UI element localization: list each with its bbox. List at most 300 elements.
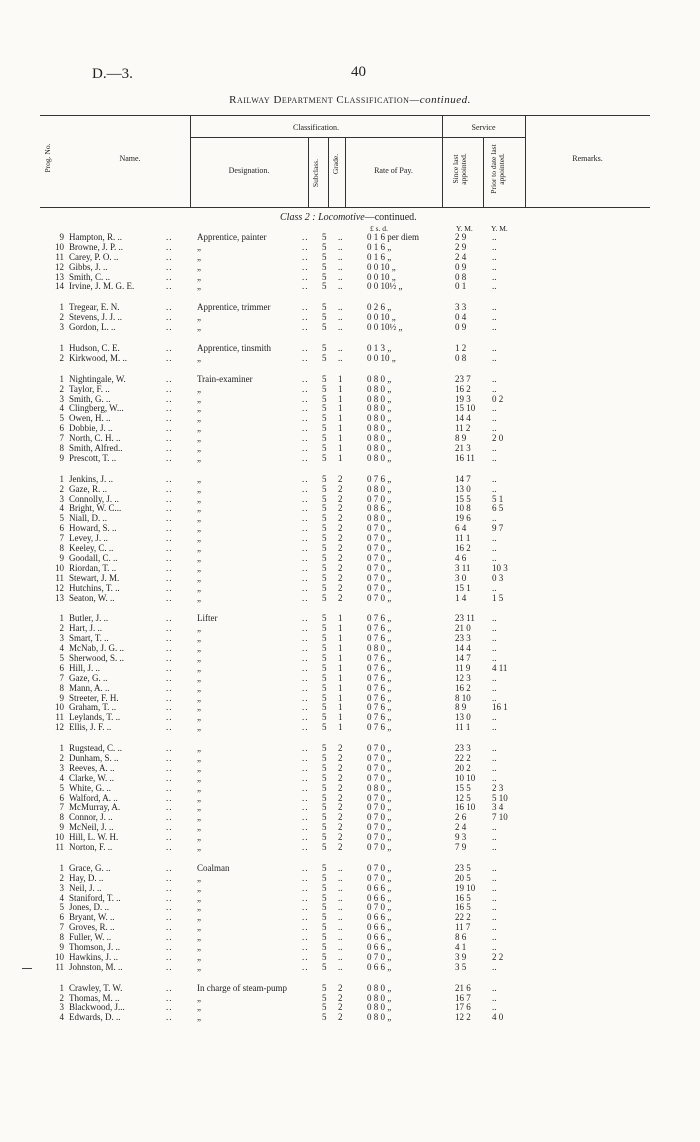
rate-of-pay-cell: 0 0 10 „ bbox=[367, 271, 396, 282]
designation-cell: „ bbox=[197, 413, 201, 424]
grade-cell: 2 bbox=[338, 562, 343, 573]
name-cell: Mann, A. .. bbox=[69, 682, 110, 693]
service-prior-cell: .. bbox=[492, 302, 497, 313]
grade-cell: .. bbox=[338, 922, 343, 933]
table-row bbox=[0, 874, 700, 884]
rate-of-pay-cell: 0 1 6 per diem bbox=[367, 232, 419, 242]
prog-no-cell: 1 bbox=[59, 373, 64, 384]
leader-dots: .. bbox=[302, 822, 309, 833]
service-prior-cell: .. bbox=[492, 992, 497, 1003]
subclass-cell: 5 bbox=[322, 241, 327, 252]
service-prior-cell: .. bbox=[492, 582, 497, 593]
rate-of-pay-cell: 0 7 0 „ bbox=[367, 832, 392, 843]
service-prior-cell: 2 0 bbox=[492, 433, 504, 444]
service-since-cell: 15 10 bbox=[455, 403, 476, 414]
subclass-cell: 5 bbox=[322, 232, 327, 242]
header-rule bbox=[308, 137, 309, 207]
leader-dots: .. bbox=[166, 792, 173, 803]
service-since-cell: 23 3 bbox=[455, 633, 471, 644]
name-cell: Jones, D. .. bbox=[69, 902, 109, 913]
leader-dots: .. bbox=[166, 892, 173, 903]
name-cell: Gibbs, J. .. bbox=[69, 261, 108, 272]
designation-cell: „ bbox=[197, 902, 201, 913]
subclass-cell: 5 bbox=[322, 403, 327, 414]
service-since-cell: 16 5 bbox=[455, 892, 471, 903]
service-since-cell: 0 4 bbox=[455, 312, 467, 323]
service-since-cell: 11 2 bbox=[455, 423, 471, 434]
service-prior-cell: .. bbox=[492, 232, 497, 242]
designation-cell: „ bbox=[197, 892, 201, 903]
service-prior-cell: .. bbox=[492, 892, 497, 903]
rate-of-pay-cell: 0 8 0 „ bbox=[367, 423, 392, 434]
designation-cell: „ bbox=[197, 743, 201, 754]
grade-cell: 2 bbox=[338, 812, 343, 823]
leader-dots: .. bbox=[302, 762, 309, 773]
designation-cell: „ bbox=[197, 772, 201, 783]
page-number: 40 bbox=[351, 64, 366, 80]
subclass-cell: 5 bbox=[322, 862, 327, 873]
leader-dots: .. bbox=[166, 782, 173, 793]
service-since-cell: 2 9 bbox=[455, 241, 467, 252]
table-row bbox=[0, 354, 700, 364]
name-cell: North, C. H. .. bbox=[69, 433, 121, 444]
service-since-cell: 3 11 bbox=[455, 562, 471, 573]
rate-of-pay-cell: 0 7 6 „ bbox=[367, 702, 392, 713]
rate-of-pay-cell: 0 7 6 „ bbox=[367, 712, 392, 723]
rate-of-pay-cell: 0 1 3 „ bbox=[367, 343, 392, 354]
name-cell: Seaton, W. .. bbox=[69, 592, 115, 603]
subclass-cell: 5 bbox=[322, 552, 327, 563]
prog-no-cell: 6 bbox=[59, 912, 64, 923]
service-prior-cell: .. bbox=[492, 772, 497, 783]
table-row bbox=[0, 594, 700, 604]
name-cell: Gaze, R. .. bbox=[69, 483, 107, 494]
name-cell: White, G. .. bbox=[69, 782, 111, 793]
grade-cell: 1 bbox=[338, 623, 343, 634]
service-prior-cell: .. bbox=[492, 483, 497, 494]
grade-cell: 2 bbox=[338, 582, 343, 593]
leader-dots: .. bbox=[166, 722, 173, 733]
rate-of-pay-cell: 0 1 6 „ bbox=[367, 241, 392, 252]
prog-no-cell: 11 bbox=[55, 961, 64, 972]
service-since-cell: 16 5 bbox=[455, 902, 471, 913]
prog-no-cell: 6 bbox=[59, 523, 64, 534]
prog-no-cell: 9 bbox=[59, 692, 64, 703]
prog-no-cell: 1 bbox=[59, 343, 64, 354]
prog-no-cell: 2 bbox=[59, 752, 64, 763]
prog-no-cell: 10 bbox=[55, 702, 64, 713]
subclass-cell: 5 bbox=[322, 623, 327, 634]
service-prior-cell: .. bbox=[492, 473, 497, 484]
name-cell: Smith, C. .. bbox=[69, 271, 111, 282]
prog-no-cell: 10 bbox=[55, 951, 64, 962]
rate-of-pay-cell: 0 8 0 „ bbox=[367, 373, 392, 384]
rate-of-pay-cell: 0 8 0 „ bbox=[367, 782, 392, 793]
grade-cell: .. bbox=[338, 343, 343, 354]
rate-of-pay-cell: 0 7 6 „ bbox=[367, 662, 392, 673]
prog-no-cell: 3 bbox=[59, 493, 64, 504]
name-cell: Prescott, T. .. bbox=[69, 452, 117, 463]
designation-cell: „ bbox=[197, 322, 201, 333]
grade-cell: 2 bbox=[338, 493, 343, 504]
leader-dots: .. bbox=[166, 312, 173, 323]
service-since-cell: 16 11 bbox=[455, 452, 475, 463]
rate-of-pay-cell: 0 0 10 „ bbox=[367, 312, 396, 323]
service-prior-cell: .. bbox=[492, 722, 497, 733]
leader-dots: .. bbox=[302, 423, 309, 434]
service-prior-cell: .. bbox=[492, 932, 497, 943]
service-prior-cell: .. bbox=[492, 403, 497, 414]
leader-dots: .. bbox=[302, 473, 309, 484]
service-since-cell: 0 8 bbox=[455, 271, 467, 282]
service-prior-cell: 6 5 bbox=[492, 503, 504, 514]
prog-no-cell: 5 bbox=[59, 782, 64, 793]
prog-no-cell: 7 bbox=[59, 672, 64, 683]
name-cell: Hampton, R. .. bbox=[69, 232, 122, 242]
grade-cell: 1 bbox=[338, 682, 343, 693]
grade-cell: 2 bbox=[338, 483, 343, 494]
leader-dots: .. bbox=[302, 623, 309, 634]
table-header bbox=[40, 115, 650, 208]
leader-dots: .. bbox=[302, 922, 309, 933]
service-prior-cell: .. bbox=[492, 251, 497, 262]
leader-dots: .. bbox=[166, 882, 173, 893]
rate-of-pay-cell: 0 8 0 „ bbox=[367, 992, 392, 1003]
name-cell: Gordon, L. .. bbox=[69, 322, 116, 333]
designation-cell: „ bbox=[197, 722, 201, 733]
rate-of-pay-cell: 0 7 6 „ bbox=[367, 652, 392, 663]
rate-of-pay-cell: 0 8 0 „ bbox=[367, 443, 392, 454]
service-since-cell: 0 8 bbox=[455, 352, 467, 363]
name-cell: Norton, F. .. bbox=[69, 841, 113, 852]
grade-cell: 2 bbox=[338, 503, 343, 514]
leader-dots: .. bbox=[302, 652, 309, 663]
subclass-cell: 5 bbox=[322, 483, 327, 494]
leader-dots: .. bbox=[166, 982, 173, 993]
subclass-cell: 5 bbox=[322, 982, 327, 993]
leader-dots: .. bbox=[302, 572, 309, 583]
subclass-cell: 5 bbox=[322, 743, 327, 754]
designation-cell: „ bbox=[197, 961, 201, 972]
rate-of-pay-cell: 0 7 0 „ bbox=[367, 792, 392, 803]
designation-cell: „ bbox=[197, 792, 201, 803]
grade-cell: 2 bbox=[338, 572, 343, 583]
designation-cell: „ bbox=[197, 951, 201, 962]
leader-dots: .. bbox=[166, 762, 173, 773]
name-cell: Crawley, T. W. bbox=[69, 982, 123, 993]
prog-no-cell: 6 bbox=[59, 662, 64, 673]
leader-dots: .. bbox=[302, 562, 309, 573]
service-since-cell: 23 11 bbox=[455, 613, 475, 624]
header-prior: Prior to date last appointed. bbox=[489, 144, 506, 194]
subclass-cell: 5 bbox=[322, 582, 327, 593]
designation-cell: „ bbox=[197, 702, 201, 713]
leader-dots: .. bbox=[302, 682, 309, 693]
designation-cell: „ bbox=[197, 662, 201, 673]
name-cell: Jenkins, J. .. bbox=[69, 473, 114, 484]
name-cell: Hart, J. .. bbox=[69, 623, 102, 634]
designation-cell: „ bbox=[197, 513, 201, 524]
leader-dots: .. bbox=[166, 862, 173, 873]
designation-cell: „ bbox=[197, 992, 201, 1003]
prog-no-cell: 5 bbox=[59, 413, 64, 424]
subclass-cell: 5 bbox=[322, 413, 327, 424]
table-row bbox=[0, 282, 700, 292]
name-cell: Taylor, F. .. bbox=[69, 383, 110, 394]
rate-of-pay-cell: 0 7 6 „ bbox=[367, 473, 392, 484]
section-heading bbox=[280, 212, 417, 223]
subclass-cell: 5 bbox=[322, 633, 327, 644]
rate-of-pay-cell: 0 7 0 „ bbox=[367, 582, 392, 593]
service-since-cell: 15 1 bbox=[455, 582, 471, 593]
leader-dots: .. bbox=[166, 251, 173, 262]
service-since-cell: 19 3 bbox=[455, 393, 471, 404]
row-group bbox=[0, 864, 700, 973]
prog-no-cell: 4 bbox=[59, 503, 64, 514]
subclass-cell: 5 bbox=[322, 951, 327, 962]
prog-no-cell: 13 bbox=[55, 271, 64, 282]
subclass-cell: 5 bbox=[322, 373, 327, 384]
grade-cell: 1 bbox=[338, 722, 343, 733]
leader-dots: .. bbox=[302, 241, 309, 252]
rate-of-pay-cell: 0 8 0 „ bbox=[367, 1002, 392, 1013]
subclass-cell: 5 bbox=[322, 1002, 327, 1013]
prog-no-cell: 8 bbox=[59, 443, 64, 454]
designation-cell: „ bbox=[197, 841, 201, 852]
service-prior-cell: .. bbox=[492, 513, 497, 524]
subclass-cell: 5 bbox=[322, 613, 327, 624]
row-group bbox=[0, 233, 700, 292]
header-classification: Classification. bbox=[293, 123, 339, 132]
grade-cell: 2 bbox=[338, 1012, 343, 1023]
leader-dots: .. bbox=[166, 552, 173, 563]
subclass-cell: 5 bbox=[322, 503, 327, 514]
table-row bbox=[0, 963, 700, 973]
leader-dots: .. bbox=[302, 483, 309, 494]
designation-cell: „ bbox=[197, 473, 201, 484]
leader-dots: .. bbox=[166, 513, 173, 524]
prog-no-cell: 4 bbox=[59, 1012, 64, 1023]
header-name: Name. bbox=[119, 154, 141, 163]
service-since-cell: 14 7 bbox=[455, 473, 471, 484]
table-row bbox=[0, 454, 700, 464]
designation-cell: „ bbox=[197, 872, 201, 883]
row-group bbox=[0, 475, 700, 604]
units-ym-1: Y. M. bbox=[456, 224, 473, 233]
name-cell: Dunham, S. .. bbox=[69, 752, 119, 763]
leader-dots: .. bbox=[302, 633, 309, 644]
leader-dots: .. bbox=[166, 261, 173, 272]
prog-no-cell: 5 bbox=[59, 902, 64, 913]
leader-dots: .. bbox=[166, 992, 173, 1003]
service-prior-cell: .. bbox=[492, 961, 497, 972]
subclass-cell: 5 bbox=[322, 692, 327, 703]
designation-cell: „ bbox=[197, 271, 201, 282]
rate-of-pay-cell: 0 7 6 „ bbox=[367, 613, 392, 624]
leader-dots: .. bbox=[302, 452, 309, 463]
grade-cell: 1 bbox=[338, 702, 343, 713]
service-prior-cell: 2 3 bbox=[492, 782, 504, 793]
prog-no-cell: 11 bbox=[55, 251, 64, 262]
service-since-cell: 15 5 bbox=[455, 493, 471, 504]
designation-cell: „ bbox=[197, 643, 201, 654]
name-cell: Connolly, J. .. bbox=[69, 493, 119, 504]
name-cell: Keeley, C. .. bbox=[69, 543, 114, 554]
name-cell: Blackwood, J... bbox=[69, 1002, 125, 1013]
header-rule bbox=[483, 137, 484, 207]
prog-no-cell: 3 bbox=[59, 762, 64, 773]
rate-of-pay-cell: 0 6 6 „ bbox=[367, 961, 392, 972]
service-since-cell: 14 4 bbox=[455, 643, 471, 654]
prog-no-cell: 6 bbox=[59, 792, 64, 803]
service-since-cell: 0 9 bbox=[455, 261, 467, 272]
designation-cell: „ bbox=[197, 572, 201, 583]
leader-dots: .. bbox=[302, 932, 309, 943]
designation-cell: „ bbox=[197, 633, 201, 644]
service-since-cell: 8 6 bbox=[455, 932, 467, 943]
service-prior-cell: .. bbox=[492, 682, 497, 693]
grade-cell: 2 bbox=[338, 473, 343, 484]
subclass-cell: 5 bbox=[322, 772, 327, 783]
designation-cell: „ bbox=[197, 483, 201, 494]
grade-cell: 1 bbox=[338, 633, 343, 644]
subclass-cell: 5 bbox=[322, 383, 327, 394]
name-cell: Nightingale, W. bbox=[69, 373, 126, 384]
leader-dots: .. bbox=[166, 543, 173, 554]
header-remarks: Remarks. bbox=[572, 154, 603, 163]
service-since-cell: 3 9 bbox=[455, 951, 467, 962]
service-prior-cell: 4 0 bbox=[492, 1012, 504, 1023]
grade-cell: 1 bbox=[338, 652, 343, 663]
name-cell: Thomson, J. .. bbox=[69, 942, 121, 952]
leader-dots: .. bbox=[166, 393, 173, 404]
service-prior-cell: .. bbox=[492, 822, 497, 833]
name-cell: Clarke, W. .. bbox=[69, 772, 114, 783]
leader-dots: .. bbox=[166, 383, 173, 394]
grade-cell: 1 bbox=[338, 403, 343, 414]
rate-of-pay-cell: 0 7 0 „ bbox=[367, 533, 392, 544]
subclass-cell: 5 bbox=[322, 762, 327, 773]
leader-dots: .. bbox=[302, 942, 309, 952]
table-row bbox=[0, 654, 700, 664]
leader-dots: .. bbox=[302, 702, 309, 713]
designation-cell: „ bbox=[197, 832, 201, 843]
leader-dots: .. bbox=[302, 872, 309, 883]
service-since-cell: 19 10 bbox=[455, 882, 476, 893]
rate-of-pay-cell: 0 7 6 „ bbox=[367, 633, 392, 644]
designation-cell: „ bbox=[197, 433, 201, 444]
leader-dots: .. bbox=[302, 271, 309, 282]
prog-no-cell: 4 bbox=[59, 403, 64, 414]
service-since-cell: 0 9 bbox=[455, 322, 467, 333]
name-cell: Clingberg, W... bbox=[69, 403, 124, 414]
service-prior-cell: 7 10 bbox=[492, 812, 508, 823]
leader-dots: .. bbox=[302, 343, 309, 354]
service-since-cell: 16 2 bbox=[455, 682, 471, 693]
leader-dots: .. bbox=[166, 533, 173, 544]
service-since-cell: 14 7 bbox=[455, 652, 471, 663]
grade-cell: .. bbox=[338, 862, 343, 873]
leader-dots: .. bbox=[302, 743, 309, 754]
leader-dots: .. bbox=[166, 493, 173, 504]
leader-dots: .. bbox=[166, 562, 173, 573]
rate-of-pay-cell: 0 7 6 „ bbox=[367, 623, 392, 634]
leader-dots: .. bbox=[166, 523, 173, 534]
designation-cell: „ bbox=[197, 523, 201, 534]
leader-dots: .. bbox=[166, 423, 173, 434]
service-since-cell: 13 0 bbox=[455, 483, 471, 494]
name-cell: Sherwood, S. .. bbox=[69, 652, 125, 663]
name-cell: Bryant, W. .. bbox=[69, 912, 115, 923]
name-cell: Tregear, E. N. bbox=[69, 302, 120, 313]
leader-dots: .. bbox=[302, 643, 309, 654]
designation-cell: „ bbox=[197, 882, 201, 893]
subclass-cell: 5 bbox=[322, 902, 327, 913]
subclass-cell: 5 bbox=[322, 452, 327, 463]
service-prior-cell: .. bbox=[492, 752, 497, 763]
subclass-cell: 5 bbox=[322, 433, 327, 444]
service-prior-cell: .. bbox=[492, 413, 497, 424]
grade-cell: .. bbox=[338, 352, 343, 363]
prog-no-cell: 12 bbox=[55, 582, 64, 593]
name-cell: Smith, Alfred.. bbox=[69, 443, 123, 454]
grade-cell: .. bbox=[338, 872, 343, 883]
prog-no-cell: 9 bbox=[59, 552, 64, 563]
leader-dots: .. bbox=[166, 281, 173, 292]
rate-of-pay-cell: 0 8 0 „ bbox=[367, 452, 392, 463]
rate-of-pay-cell: 0 7 0 „ bbox=[367, 822, 392, 833]
service-prior-cell: .. bbox=[492, 743, 497, 754]
name-cell: Carey, P. O. .. bbox=[69, 251, 119, 262]
rate-of-pay-cell: 0 6 6 „ bbox=[367, 882, 392, 893]
service-since-cell: 6 4 bbox=[455, 523, 467, 534]
rate-of-pay-cell: 0 8 0 „ bbox=[367, 393, 392, 404]
section-suffix: —continued. bbox=[364, 212, 417, 223]
service-since-cell: 2 6 bbox=[455, 812, 467, 823]
service-prior-cell: .. bbox=[492, 613, 497, 624]
rate-of-pay-cell: 0 7 0 „ bbox=[367, 592, 392, 603]
leader-dots: .. bbox=[302, 322, 309, 333]
leader-dots: .. bbox=[166, 232, 173, 242]
name-cell: Walford, A. .. bbox=[69, 792, 118, 803]
subclass-cell: 5 bbox=[322, 792, 327, 803]
name-cell: Hutchins, T. .. bbox=[69, 582, 120, 593]
page-ref: D.—3. bbox=[92, 66, 133, 82]
leader-dots: .. bbox=[302, 251, 309, 262]
grade-cell: .. bbox=[338, 232, 343, 242]
service-since-cell: 23 3 bbox=[455, 743, 471, 754]
prog-no-cell: 10 bbox=[55, 562, 64, 573]
grade-cell: .. bbox=[338, 961, 343, 972]
rate-of-pay-cell: 0 7 6 „ bbox=[367, 682, 392, 693]
name-cell: Hay, D. .. bbox=[69, 872, 104, 883]
name-cell: Leylands, T. .. bbox=[69, 712, 121, 723]
leader-dots: .. bbox=[302, 543, 309, 554]
subclass-cell: 5 bbox=[322, 752, 327, 763]
name-cell: Connor, J. .. bbox=[69, 812, 113, 823]
rate-of-pay-cell: 0 7 0 „ bbox=[367, 802, 392, 813]
subclass-cell: 5 bbox=[322, 322, 327, 333]
leader-dots: .. bbox=[302, 812, 309, 823]
service-since-cell: 19 6 bbox=[455, 513, 471, 524]
leader-dots: .. bbox=[302, 493, 309, 504]
prog-no-cell: 5 bbox=[59, 652, 64, 663]
subclass-cell: 5 bbox=[322, 961, 327, 972]
designation-cell: Apprentice, trimmer bbox=[197, 302, 271, 313]
leader-dots: .. bbox=[166, 692, 173, 703]
name-cell: Browne, J. P. .. bbox=[69, 241, 124, 252]
leader-dots: .. bbox=[302, 403, 309, 414]
